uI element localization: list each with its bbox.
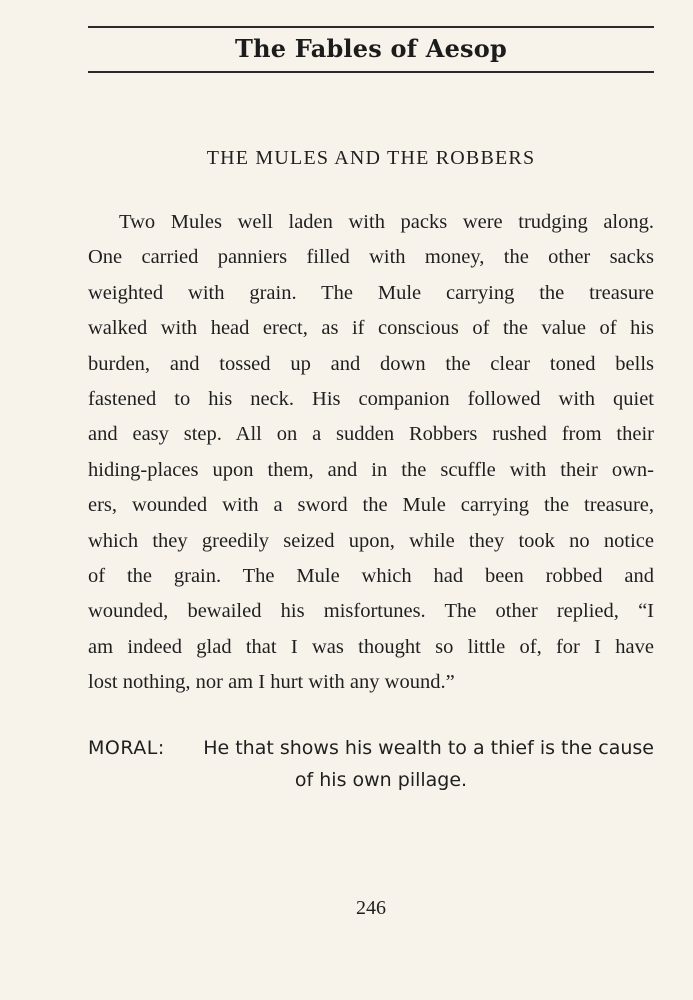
body-line: lost nothing, nor am I hurt with any wound.” [88, 671, 455, 694]
fable-title: THE MULES AND THE ROBBERS [206, 147, 536, 169]
body-line: and easy step. All on a sudden Robbers rushed from their [88, 423, 654, 446]
body-line: fastened to his neck. His companion followed with quiet [88, 388, 654, 411]
moral-label: MORAL: [88, 737, 165, 759]
body-line: which they greedily seized upon, while they took no notice [88, 529, 654, 552]
body-line: ers, wounded with a sword the Mule carrying the treasure, [88, 494, 654, 517]
body-line: weighted with grain. The Mule carrying the treasure [88, 281, 654, 304]
fable-body [88, 205, 654, 701]
moral-text-line-1: He that shows his wealth to a thief is the cause [203, 737, 654, 759]
header-rule-top [88, 26, 654, 28]
moral [88, 732, 654, 796]
body-line: Two Mules well laden with packs were trudging along. [119, 211, 654, 233]
body-line: hiding-places upon them, and in the scuffle with their own- [88, 458, 654, 481]
body-line: burden, and tossed up and down the clear toned bells [88, 352, 654, 375]
body-line: am indeed glad that I was thought so little of, for I have [88, 635, 654, 658]
header-rule-bottom [88, 71, 654, 73]
page-number: 246 [356, 897, 386, 919]
body-line: of the grain. The Mule which had been robbed and [88, 565, 654, 588]
body-line: One carried panniers filled with money, the other sacks [88, 246, 654, 269]
moral-text-line-2: of his own pillage. [294, 769, 468, 791]
running-head: The Fables of Aesop [235, 34, 507, 63]
body-line: wounded, bewailed his misfortunes. The other replied, “I [88, 600, 654, 623]
body-line: walked with head erect, as if conscious of the value of his [88, 317, 654, 340]
moral-first-line [88, 732, 654, 764]
